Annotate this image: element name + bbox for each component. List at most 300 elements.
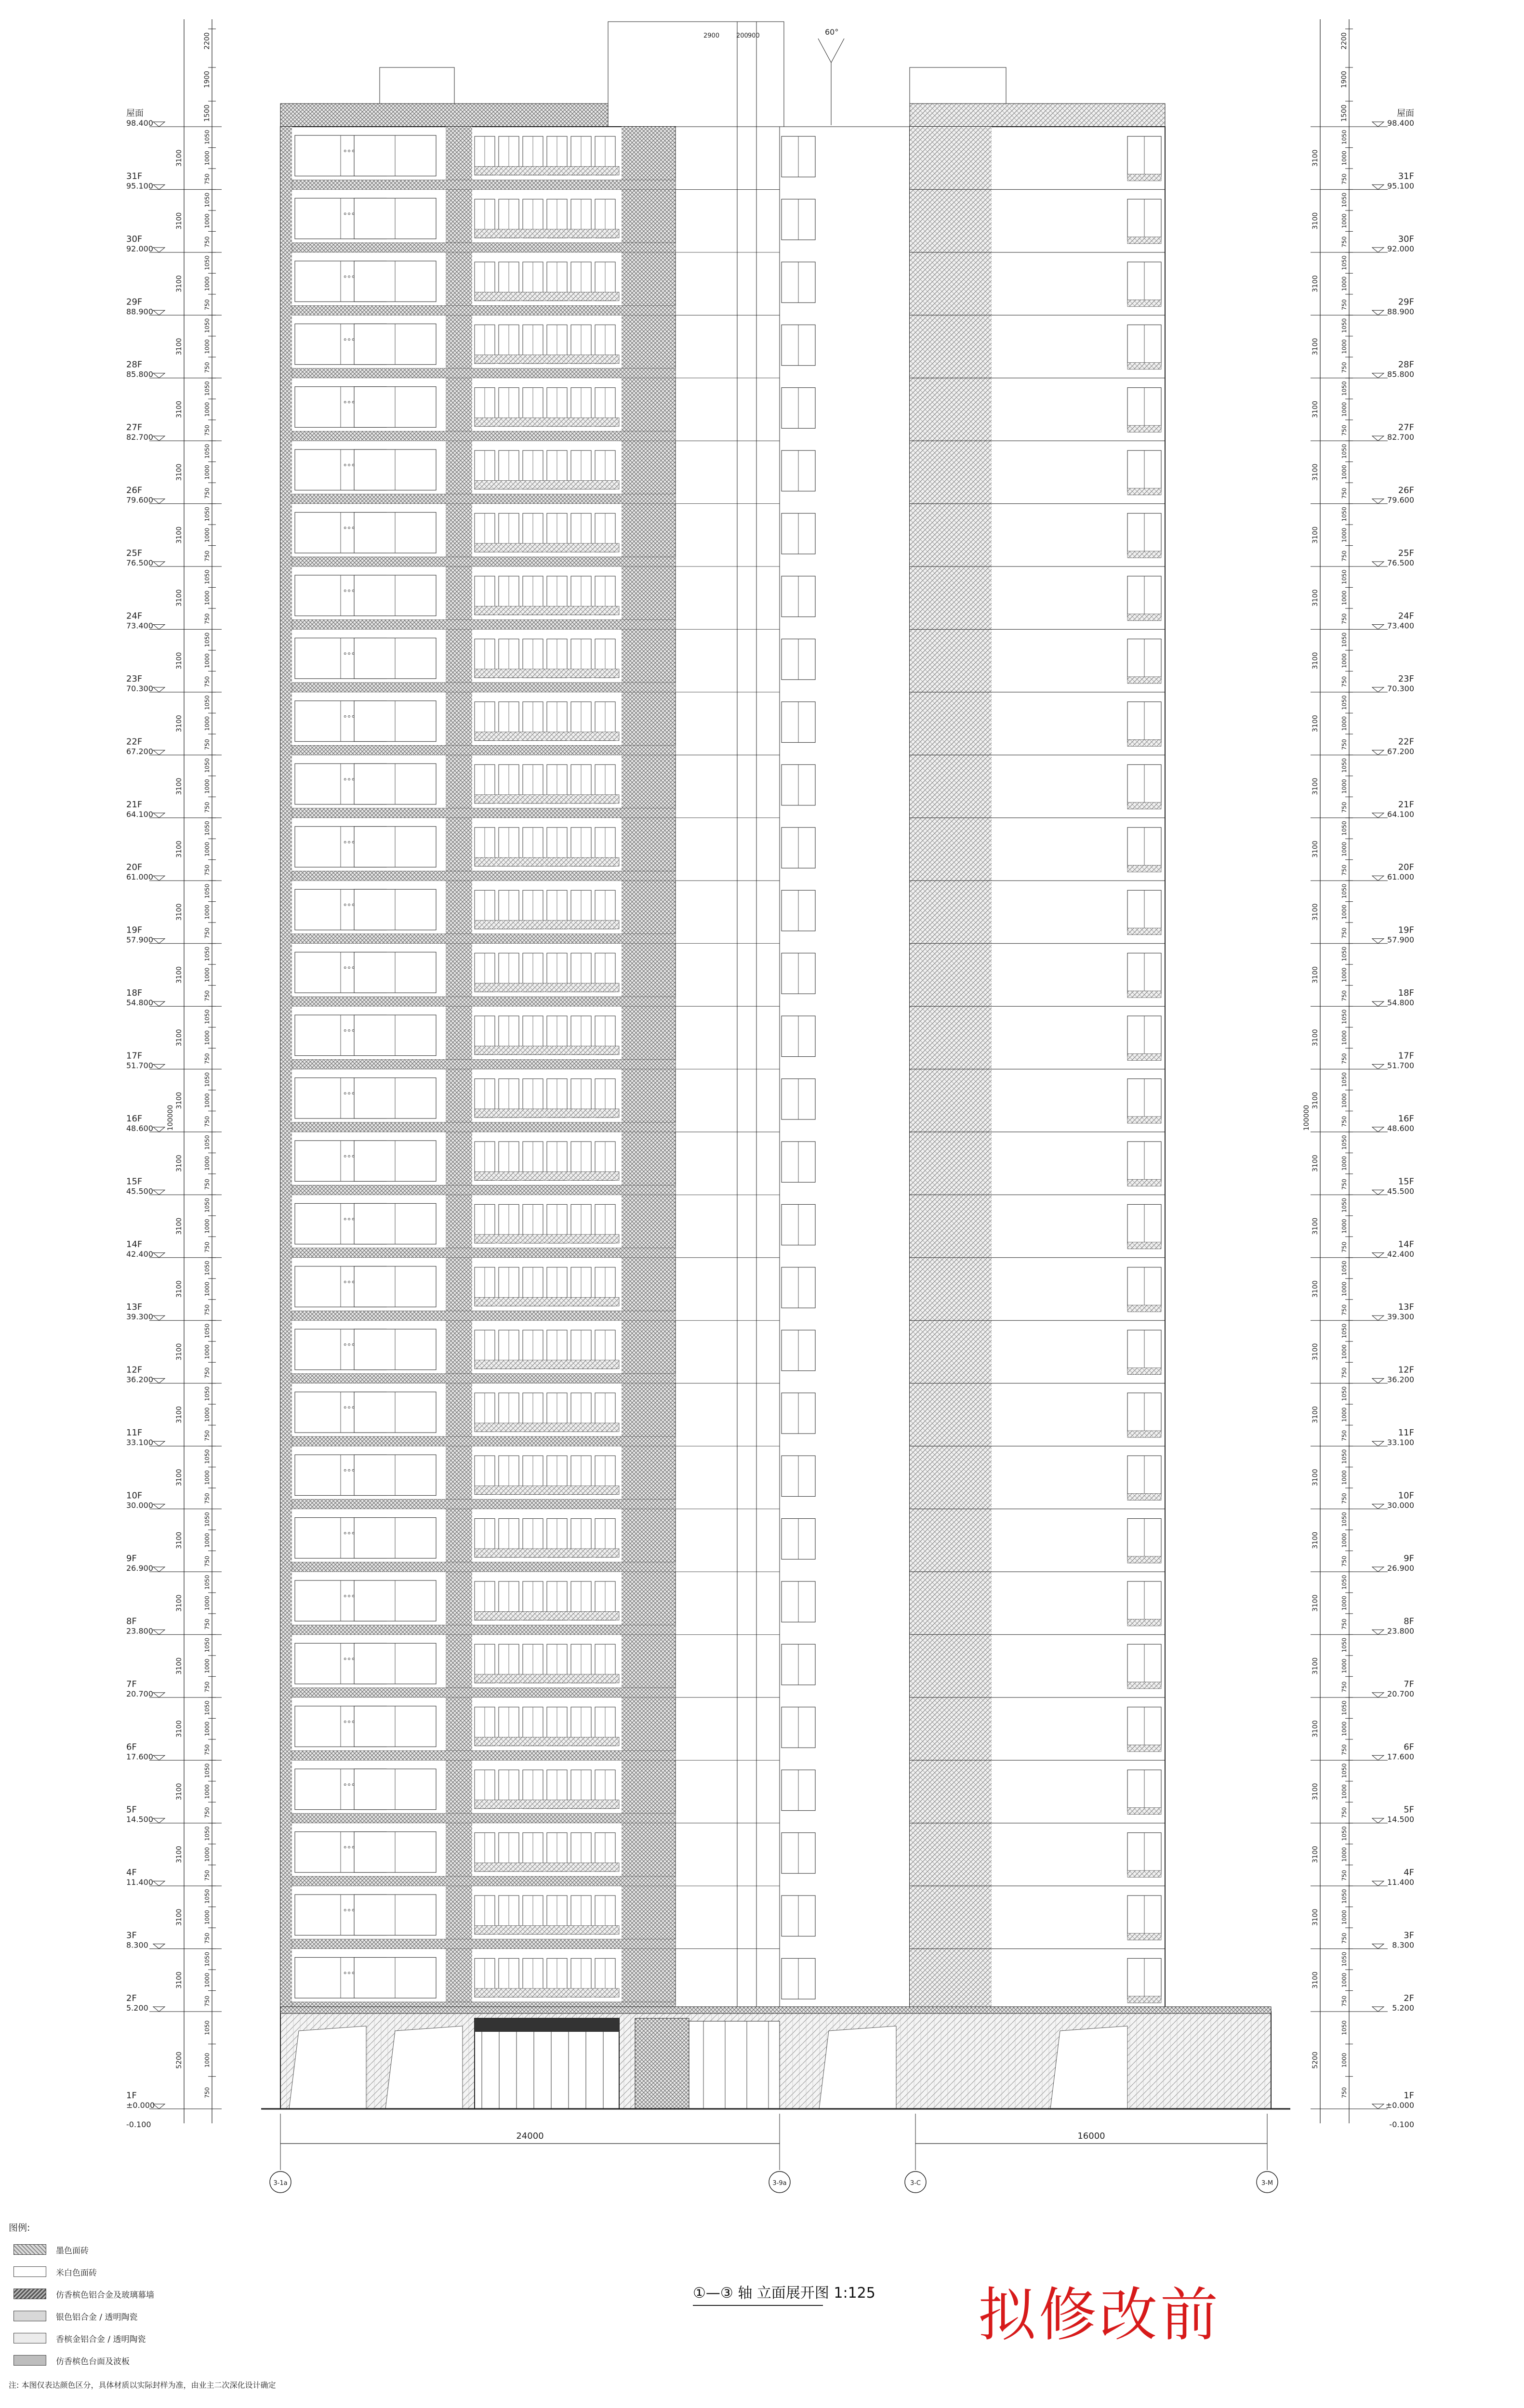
- floor-height-dim: 3100: [1312, 1092, 1319, 1109]
- level-name: 11F: [1398, 1428, 1414, 1438]
- sub-dim-label: 750: [1341, 1430, 1348, 1441]
- window-tag: ⚪⚪⚪: [343, 1405, 356, 1411]
- sub-dim-label: 750: [1341, 299, 1348, 311]
- floor-height-dim: 3100: [175, 903, 183, 921]
- level-marker-icon: [1372, 813, 1384, 818]
- right-window-sill: [1127, 488, 1161, 495]
- floor-height-dim: 3100: [1312, 715, 1319, 732]
- level-elevation: 73.400: [126, 621, 153, 631]
- floor-height-dim: 3100: [175, 715, 183, 732]
- sub-dim-label: 750: [204, 865, 211, 876]
- sub-dim-label: 1000: [204, 527, 211, 543]
- level-elevation: 20.700: [1387, 1689, 1414, 1698]
- floor-height-dim: 3100: [1312, 1908, 1319, 1926]
- window-tag: ⚪⚪⚪: [343, 714, 356, 720]
- core-dim-label: 200: [736, 32, 748, 39]
- sub-dim-label: 1000: [1341, 1093, 1348, 1108]
- spandrel-band: [292, 745, 676, 755]
- window-tag: ⚪⚪⚪: [343, 777, 356, 783]
- level-name: 1F: [1404, 2091, 1414, 2101]
- sub-dim-label: 750: [1341, 802, 1348, 813]
- level-name: 26F: [1398, 485, 1414, 496]
- sub-dim-label: 1000: [204, 1533, 211, 1548]
- sub-dim-label: 1050: [1341, 381, 1348, 396]
- sub-dim-label: 1000: [204, 1973, 211, 1988]
- axis-label: 3-1a: [273, 2180, 288, 2187]
- sub-dim-label: 750: [1341, 1807, 1348, 1818]
- level-marker-icon: [153, 373, 165, 378]
- sub-dim-label: 750: [1341, 1744, 1348, 1755]
- level-marker-icon: [153, 1630, 165, 1634]
- level-marker-icon: [1372, 1755, 1384, 1760]
- right-window-sill: [1127, 1619, 1161, 1626]
- level-marker-icon: [1372, 1567, 1384, 1572]
- level-marker-icon: [153, 499, 165, 504]
- level-elevation: 14.500: [126, 1815, 153, 1824]
- level-elevation: 54.800: [126, 998, 153, 1008]
- floor-height-dim: 3100: [175, 1846, 183, 1863]
- balcony-railing: [475, 418, 619, 426]
- sub-dim-label: 750: [204, 927, 211, 939]
- legend-swatch-silver-alloy: [13, 2311, 46, 2321]
- right-window-sill: [1127, 1556, 1161, 1563]
- spandrel-band: [292, 557, 676, 566]
- level-elevation: 70.300: [126, 684, 153, 693]
- right-roof-parapet: [910, 104, 1165, 127]
- floor-height-dim: 3100: [175, 149, 183, 167]
- right-window-sill: [1127, 1996, 1161, 2003]
- level-marker-icon: [153, 1504, 165, 1509]
- sub-dim-label: 750: [204, 424, 211, 436]
- sub-dim-label: 1050: [204, 1135, 211, 1150]
- floor-height-dim: 3100: [1312, 903, 1319, 921]
- legend-title: 图例:: [9, 2223, 30, 2233]
- balcony-railing: [475, 1737, 619, 1746]
- balcony-railing: [475, 1674, 619, 1683]
- sub-dim-label: 750: [1341, 1116, 1348, 1127]
- pier-band: [280, 127, 292, 2012]
- sub-dim-label: 1050: [204, 1512, 211, 1527]
- window-tag: ⚪⚪⚪: [343, 903, 356, 908]
- legend-item: 仿香槟色台面及波板: [9, 2349, 442, 2371]
- level-marker-icon: [153, 1127, 165, 1132]
- sub-dim-label: 1050: [204, 1637, 211, 1653]
- level-name: 1F: [126, 2091, 137, 2101]
- right-window-sill: [1127, 991, 1161, 998]
- top-dim-label: 2200: [203, 32, 211, 50]
- level-name: 14F: [1398, 1239, 1414, 1250]
- lobby-entrance: [475, 2018, 619, 2109]
- level-marker-icon: [153, 1253, 165, 1258]
- sub-dim-label: 750: [204, 1618, 211, 1630]
- sub-dim-label: 1000: [204, 213, 211, 228]
- sub-dim-label: 1050: [204, 947, 211, 961]
- sub-dim-label: 750: [1341, 1304, 1348, 1316]
- sub-dim-label: 1050: [1341, 1261, 1348, 1276]
- spandrel-band: [292, 997, 676, 1006]
- level-name: 18F: [1398, 988, 1414, 999]
- sub-dim-label: 1050: [1341, 1009, 1348, 1025]
- level-name: 22F: [126, 737, 143, 747]
- sub-dim-label: 1050: [1341, 1763, 1348, 1778]
- floor-height-dim: 3100: [175, 1657, 183, 1675]
- level-elevation: 85.800: [126, 369, 153, 379]
- level-marker-icon: [1372, 1379, 1384, 1383]
- top-dim-label: 1500: [203, 105, 211, 122]
- level-marker-icon: [1372, 1001, 1384, 1006]
- window-tag: ⚪⚪⚪: [343, 1845, 356, 1851]
- sub-dim-label: 1000: [1341, 905, 1348, 920]
- sub-dim-label: 1000: [204, 1721, 211, 1737]
- floor-height-dim: 3100: [175, 652, 183, 670]
- floor-height-dim: 3100: [1312, 1720, 1319, 1737]
- level-marker-icon: [1372, 624, 1384, 629]
- floor-height-dim: 3100: [175, 463, 183, 481]
- level-marker-icon: [1372, 310, 1384, 315]
- balcony-railing: [475, 983, 619, 992]
- sub-dim-label: 750: [1341, 1933, 1348, 1944]
- level-marker-icon: [153, 1065, 165, 1069]
- sub-dim-label: 750: [204, 802, 211, 813]
- level-elevation: ±0.000: [126, 2101, 155, 2110]
- right-roof-box: [910, 67, 1006, 104]
- level-name: 23F: [126, 673, 143, 684]
- right-window-sill: [1127, 1808, 1161, 1815]
- sub-dim-label: 750: [1341, 739, 1348, 750]
- floor-height-dim: 3100: [1312, 1846, 1319, 1863]
- sub-dim-label: 1050: [1341, 821, 1348, 836]
- level-marker-icon: [153, 939, 165, 944]
- sub-dim-label: 1050: [204, 1072, 211, 1087]
- spandrel-band: [292, 368, 676, 378]
- right-window-sill: [1127, 677, 1161, 684]
- sub-dim-label: 750: [204, 1933, 211, 1944]
- level-elevation: 88.900: [126, 307, 153, 316]
- sub-dim-label: 750: [204, 1430, 211, 1441]
- level-elevation: 11.400: [1387, 1878, 1414, 1887]
- level-elevation: 5.200: [1392, 2003, 1414, 2013]
- floor-height-dim: 3100: [175, 1217, 183, 1235]
- lobby-feature-wall: [635, 2018, 689, 2109]
- level-marker-icon: [153, 1379, 165, 1383]
- drawing-title: ①—③ 轴 立面展开图 1:125: [693, 2285, 875, 2302]
- level-elevation: 79.600: [1387, 495, 1414, 505]
- floor-height-dim: 3100: [1312, 1343, 1319, 1361]
- balcony-railing: [475, 543, 619, 552]
- sub-dim-label: 1000: [1341, 779, 1348, 794]
- right-window-sill: [1127, 174, 1161, 181]
- sub-dim-label: 1000: [204, 402, 211, 417]
- sub-dim-label: 1000: [204, 276, 211, 291]
- level-name: 19F: [126, 925, 143, 935]
- sub-dim-label: 1000: [1341, 2053, 1348, 2068]
- window-tag: ⚪⚪⚪: [343, 965, 356, 971]
- spandrel-band: [292, 808, 676, 818]
- level-elevation: 48.600: [126, 1123, 153, 1133]
- sub-dim-label: 1000: [1341, 276, 1348, 291]
- floor-height-dim: 3100: [1312, 1594, 1319, 1612]
- right-window-sill: [1127, 865, 1161, 872]
- top-dim-label: 1900: [1340, 71, 1348, 88]
- sub-dim-label: 1050: [204, 1575, 211, 1590]
- spandrel-band: [292, 1562, 676, 1572]
- angle-mark-icon: [818, 39, 844, 63]
- window-tag: ⚪⚪⚪: [343, 1782, 356, 1788]
- right-window-sill: [1127, 1870, 1161, 1877]
- floor-height-dim: 3100: [175, 589, 183, 607]
- level-marker-icon: [1372, 687, 1384, 692]
- sub-dim-label: 1050: [204, 1952, 211, 1967]
- sub-dim-label: 1050: [204, 192, 211, 208]
- right-window-sill: [1127, 739, 1161, 746]
- sub-dim-label: 1050: [1341, 130, 1348, 145]
- level-elevation: 42.400: [1387, 1249, 1414, 1259]
- legend: [9, 2221, 442, 2390]
- level-elevation: 57.900: [1387, 935, 1414, 945]
- right-window-sill: [1127, 363, 1161, 369]
- level-name: 30F: [1398, 234, 1414, 244]
- sub-dim-label: 1050: [204, 1826, 211, 1841]
- floor-height-dim: 3100: [175, 1155, 183, 1172]
- level-marker-icon: [153, 1818, 165, 1823]
- sub-dim-label: 750: [204, 1807, 211, 1818]
- sub-dim-label: 1050: [204, 381, 211, 396]
- legend-item: 墨色面砖: [9, 2238, 442, 2261]
- balcony-railing: [475, 1926, 619, 1934]
- level-marker-icon: [1372, 436, 1384, 441]
- sub-dim-label: 750: [1341, 1995, 1348, 2007]
- balcony-railing: [475, 857, 619, 866]
- floor-height-dim: 3100: [1312, 526, 1319, 544]
- level-elevation: 70.300: [1387, 684, 1414, 693]
- level-marker-icon: [1372, 1630, 1384, 1634]
- right-window-sill: [1127, 551, 1161, 558]
- floor-height-dim: 3100: [175, 1594, 183, 1612]
- level-elevation: 64.100: [126, 809, 153, 819]
- level-elevation: 17.600: [1387, 1752, 1414, 1762]
- level-marker-icon: [1372, 1253, 1384, 1258]
- level-marker-icon: [153, 2007, 165, 2012]
- balcony-railing: [475, 669, 619, 678]
- bottom-axis-dimensions: [270, 2114, 1278, 2193]
- top-dim-label: 1900: [203, 71, 211, 88]
- sub-dim-label: 750: [204, 299, 211, 311]
- sub-dim-label: 1050: [204, 130, 211, 145]
- spandrel-band: [292, 431, 676, 441]
- sub-dim-label: 1000: [204, 1219, 211, 1234]
- level-marker-icon: [153, 813, 165, 818]
- level-name: 30F: [126, 234, 143, 244]
- level-marker-icon: [153, 687, 165, 692]
- spandrel-band: [292, 180, 676, 189]
- balcony-railing: [475, 292, 619, 301]
- sub-dim-label: 1000: [1341, 1156, 1348, 1171]
- sub-dim-label: 1000: [204, 150, 211, 166]
- level-marker-icon: [153, 876, 165, 881]
- level-name: 15F: [126, 1176, 143, 1187]
- level-marker-icon: [1372, 1441, 1384, 1446]
- sub-dim-label: 1050: [204, 318, 211, 333]
- spandrel-band: [292, 1248, 676, 1258]
- level-name: 29F: [1398, 297, 1414, 307]
- level-name: 3F: [1404, 1930, 1414, 1941]
- floor-height-dim: 3100: [1312, 652, 1319, 670]
- lobby-canopy: [475, 2018, 619, 2032]
- sub-dim-label: 1000: [1341, 150, 1348, 166]
- right-window-sill: [1127, 1117, 1161, 1123]
- below-grade-elev: -0.100: [126, 2120, 151, 2129]
- sub-dim-label: 1000: [204, 967, 211, 983]
- floor-height-dim: 3100: [1312, 1531, 1319, 1549]
- spandrel-band: [292, 243, 676, 252]
- level-name: 21F: [1398, 799, 1414, 810]
- level-marker-icon: [153, 1567, 165, 1572]
- level-name: 24F: [126, 611, 143, 621]
- right-window-sill: [1127, 614, 1161, 620]
- floor-height-dim: 3100: [175, 1531, 183, 1549]
- window-tag: ⚪⚪⚪: [343, 1657, 356, 1662]
- level-elevation: 14.500: [1387, 1815, 1414, 1824]
- level-elevation: 8.300: [126, 1940, 148, 1950]
- right-window-sill: [1127, 1179, 1161, 1186]
- sub-dim-label: 750: [1341, 487, 1348, 499]
- floor-height-dim: 3100: [1312, 841, 1319, 858]
- balcony-railing: [475, 921, 619, 929]
- floor-height-dim: 3100: [175, 1469, 183, 1487]
- level-name: 屋面: [1397, 108, 1414, 118]
- sub-dim-label: 750: [204, 739, 211, 750]
- level-elevation: 17.600: [126, 1752, 153, 1762]
- level-elevation: 36.200: [126, 1375, 153, 1384]
- spandrel-band: [292, 494, 676, 504]
- floor-height-dim: 3100: [175, 338, 183, 355]
- floor-height-dim: 3100: [1312, 1783, 1319, 1801]
- legend-swatch-dark-tile: [13, 2244, 46, 2255]
- sub-dim-label: 1000: [204, 1470, 211, 1485]
- level-elevation: 67.200: [1387, 747, 1414, 756]
- floor-height-dim: 3100: [1312, 1155, 1319, 1172]
- level-name: 18F: [126, 988, 143, 999]
- sub-dim-label: 1000: [204, 1156, 211, 1171]
- floor-height-dim: 3100: [175, 1280, 183, 1298]
- level-elevation: 95.100: [126, 181, 153, 191]
- balcony-railing: [475, 795, 619, 803]
- sub-dim-label: 1050: [204, 1261, 211, 1276]
- shopfront-panel: [1050, 2026, 1127, 2109]
- level-marker-icon: [153, 562, 165, 566]
- sub-dim-label: 1050: [1341, 255, 1348, 270]
- sub-dim-label: 1000: [204, 590, 211, 605]
- sub-dim-label: 1000: [204, 1595, 211, 1611]
- window-tag: ⚪⚪⚪: [343, 526, 356, 531]
- sub-dim-label: 1050: [204, 821, 211, 836]
- legend-item: 银色铝合金 / 透明陶瓷: [9, 2305, 442, 2327]
- floor-height-dim: 3100: [175, 401, 183, 418]
- sub-dim-label: 750: [204, 1493, 211, 1504]
- level-marker-icon: [153, 1881, 165, 1886]
- sub-dim-label: 1050: [204, 758, 211, 773]
- level-name: 16F: [1398, 1113, 1414, 1124]
- right-window-sill: [1127, 300, 1161, 306]
- legend-swatch-curtain-wall: [13, 2289, 46, 2299]
- spandrel-band: [292, 1876, 676, 1886]
- sub-dim-label: 750: [1341, 1179, 1348, 1190]
- sub-dim-label: 1050: [1341, 1575, 1348, 1590]
- balcony-railing: [475, 1611, 619, 1620]
- sub-dim-label: 1050: [1341, 2020, 1348, 2035]
- sub-dim-label: 750: [204, 613, 211, 625]
- level-marker-icon: [153, 1755, 165, 1760]
- sub-dim-label: 1050: [1341, 1512, 1348, 1527]
- level-name: 12F: [1398, 1365, 1414, 1375]
- lobby-glazing: [689, 2021, 780, 2109]
- sub-dim-label: 750: [1341, 676, 1348, 687]
- sub-dim-label: 750: [204, 487, 211, 499]
- spandrel-band: [292, 1688, 676, 1697]
- level-marker-icon: [1372, 1316, 1384, 1320]
- floor-height-dim: 3100: [175, 1720, 183, 1737]
- window-tag: ⚪⚪⚪: [343, 1028, 356, 1034]
- shopfront-panel: [819, 2026, 896, 2109]
- right-window-sill: [1127, 425, 1161, 432]
- floor-height-dim: 3100: [175, 275, 183, 292]
- level-name: 21F: [126, 799, 143, 810]
- floor-height-dim: 3100: [1312, 1280, 1319, 1298]
- sub-dim-label: 1000: [1341, 1407, 1348, 1422]
- balcony-railing: [475, 355, 619, 364]
- balcony-railing: [475, 606, 619, 615]
- sub-dim-label: 1050: [204, 2020, 211, 2035]
- sub-dim-label: 750: [204, 990, 211, 1001]
- sub-dim-label: 750: [204, 1241, 211, 1253]
- sub-dim-label: 750: [204, 1555, 211, 1567]
- level-elevation: 20.700: [126, 1689, 153, 1698]
- legend-swatch-champagne-alloy: [13, 2333, 46, 2343]
- sub-dim-label: 750: [1341, 1618, 1348, 1630]
- right-window-sill: [1127, 1494, 1161, 1500]
- spandrel-band: [292, 1625, 676, 1634]
- sub-dim-label: 750: [1341, 927, 1348, 939]
- sub-dim-label: 750: [1341, 1493, 1348, 1504]
- level-marker-icon: [1372, 499, 1384, 504]
- sub-dim-label: 1000: [204, 1344, 211, 1359]
- top-dim-label: 2200: [1340, 32, 1348, 50]
- sub-dim-label: 750: [1341, 550, 1348, 562]
- window-tag: ⚪⚪⚪: [343, 400, 356, 406]
- level-elevation: 45.500: [1387, 1186, 1414, 1196]
- level-marker-icon: [153, 750, 165, 755]
- floor-height-dim: 3100: [1312, 966, 1319, 984]
- sub-dim-label: 1000: [204, 2053, 211, 2068]
- right-dimension-column: [1303, 19, 1414, 2129]
- level-marker-icon: [153, 1001, 165, 1006]
- window-tag: ⚪⚪⚪: [343, 149, 356, 154]
- sub-dim-label: 1050: [1341, 1889, 1348, 1904]
- right-window-sill: [1127, 928, 1161, 935]
- level-name: 6F: [126, 1742, 137, 1752]
- sub-dim-label: 750: [204, 362, 211, 373]
- level-name: 14F: [126, 1239, 143, 1250]
- sub-dim-label: 1000: [204, 905, 211, 920]
- balcony-railing: [475, 732, 619, 740]
- level-name: 25F: [126, 548, 143, 559]
- balcony-railing: [475, 1360, 619, 1369]
- window-tag: ⚪⚪⚪: [343, 1593, 356, 1599]
- level-marker-icon: [1372, 1504, 1384, 1509]
- sub-dim-label: 750: [1341, 236, 1348, 248]
- sub-dim-label: 750: [204, 676, 211, 687]
- window-tag: ⚪⚪⚪: [343, 337, 356, 343]
